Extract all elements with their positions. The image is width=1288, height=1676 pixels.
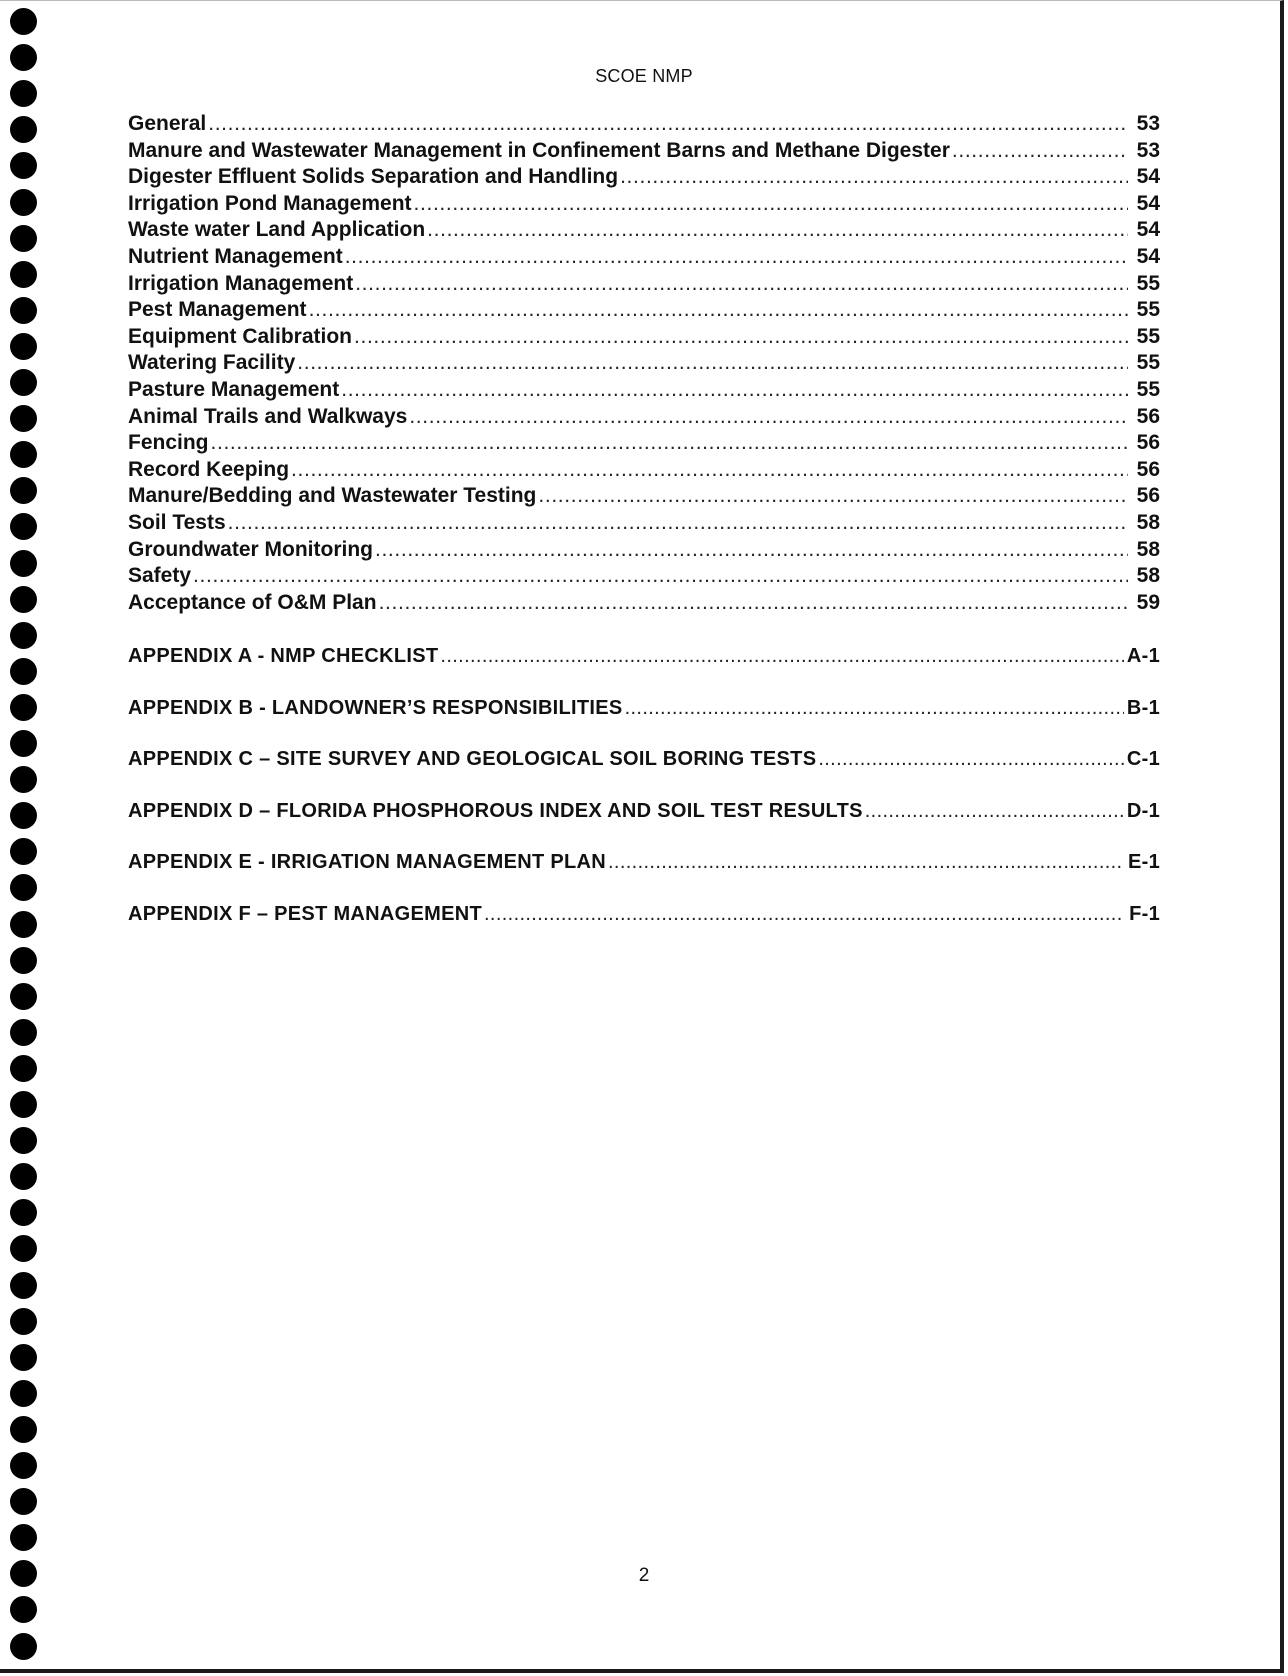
appendix-entry <box>128 645 1160 697</box>
binding-hole <box>10 1488 37 1515</box>
appendix-page: A-1 <box>1126 645 1160 667</box>
appendix-list <box>128 645 1160 955</box>
toc-leader <box>484 903 1124 926</box>
binding-hole <box>10 1199 37 1226</box>
binding-hole <box>10 152 37 179</box>
appendix-title: APPENDIX F – PEST MANAGEMENT <box>128 902 482 925</box>
toc-entry-page: 54 <box>1136 191 1160 215</box>
toc-leader <box>409 405 1128 429</box>
appendix-title: APPENDIX B - LANDOWNER’S RESPONSIBILITIES <box>128 696 623 719</box>
toc-entry-title: Waste water Land Application <box>128 218 426 242</box>
toc-entry-page: 56 <box>1136 404 1160 428</box>
toc-entry <box>128 378 1160 405</box>
toc-entry-title: Fencing <box>128 431 209 455</box>
toc-entry-title: Soil Tests <box>128 510 226 534</box>
toc-entry-page: 55 <box>1136 377 1160 401</box>
toc-leader <box>228 511 1128 535</box>
toc-entry-title: Pasture Management <box>128 377 340 401</box>
toc-leader <box>379 591 1128 615</box>
binding-hole <box>10 297 37 324</box>
appendix-page: B-1 <box>1126 696 1160 719</box>
toc-entry <box>128 298 1160 325</box>
binding-hole <box>10 947 37 974</box>
binding-hole <box>10 189 37 216</box>
toc-leader <box>345 245 1128 269</box>
toc-entry-page: 54 <box>1136 165 1160 189</box>
toc-entry <box>128 484 1160 511</box>
binding-hole <box>10 441 37 468</box>
binding-hole <box>10 1344 37 1371</box>
toc-entry <box>128 591 1160 618</box>
appendix-entry <box>128 851 1160 903</box>
binding-hole <box>10 766 37 793</box>
toc-entry-page: 58 <box>1136 564 1160 588</box>
binding-holes <box>10 8 40 1668</box>
toc-entry-title: Digester Effluent Solids Separation and Handling <box>128 165 619 189</box>
toc-entry-page: 53 <box>1136 138 1160 162</box>
toc-entry-title: Pest Management <box>128 298 307 322</box>
binding-hole <box>10 550 37 577</box>
appendix-entry <box>128 903 1160 955</box>
binding-hole <box>10 116 37 143</box>
toc-leader <box>427 218 1128 242</box>
binding-hole <box>10 622 37 649</box>
binding-hole <box>10 1235 37 1262</box>
binding-hole <box>10 694 37 721</box>
binding-hole <box>10 1416 37 1443</box>
toc-entry <box>128 458 1160 485</box>
toc-leader <box>620 165 1128 189</box>
toc-leader <box>865 800 1124 823</box>
toc-entry <box>128 405 1160 432</box>
toc-leader <box>297 351 1128 375</box>
toc-entry <box>128 218 1160 245</box>
binding-hole <box>10 1019 37 1046</box>
toc-entry <box>128 538 1160 565</box>
binding-hole <box>10 838 37 865</box>
toc-entry-page: 55 <box>1136 298 1160 322</box>
toc-entry <box>128 139 1160 166</box>
toc-entry <box>128 272 1160 299</box>
toc-entry-page: 56 <box>1136 457 1160 481</box>
binding-hole <box>10 1091 37 1118</box>
toc-entry-page: 56 <box>1136 484 1160 508</box>
toc-leader <box>608 851 1124 874</box>
toc-entry-page: 54 <box>1136 244 1160 268</box>
toc-entry-title: Nutrient Management <box>128 244 343 268</box>
toc-entry <box>128 325 1160 352</box>
toc-entry-title: Safety <box>128 564 192 588</box>
binding-hole <box>10 1633 37 1660</box>
binding-hole <box>10 586 37 613</box>
toc-entry <box>128 511 1160 538</box>
appendix-title: APPENDIX C – SITE SURVEY AND GEOLOGICAL SOIL BORING TESTS <box>128 748 817 771</box>
toc-leader <box>625 697 1124 720</box>
toc-leader <box>538 484 1128 508</box>
toc-entry <box>128 245 1160 272</box>
toc-entry <box>128 564 1160 591</box>
toc-entry-page: 55 <box>1136 351 1160 375</box>
appendix-page: E-1 <box>1127 851 1160 874</box>
binding-hole <box>10 1163 37 1190</box>
toc-leader <box>193 564 1128 588</box>
binding-hole <box>10 333 37 360</box>
binding-hole <box>10 369 37 396</box>
toc-leader <box>354 325 1128 349</box>
binding-hole <box>10 730 37 757</box>
binding-hole <box>10 1055 37 1082</box>
binding-hole <box>10 1272 37 1299</box>
toc-entry <box>128 351 1160 378</box>
document-header: SCOE NMP <box>595 66 693 86</box>
binding-hole <box>10 1308 37 1335</box>
page-number: 2 <box>638 1565 650 1586</box>
binding-hole <box>10 911 37 938</box>
toc-leader <box>355 272 1128 296</box>
toc-entry-title: Acceptance of O&M Plan <box>128 590 377 614</box>
toc-entry-page: 58 <box>1136 537 1160 561</box>
toc-leader <box>208 112 1128 136</box>
binding-hole <box>10 477 37 504</box>
appendix-entry <box>128 748 1160 800</box>
toc-entry-page: 55 <box>1136 271 1160 295</box>
table-of-contents <box>128 112 1160 617</box>
toc-entry-title: Groundwater Monitoring <box>128 537 373 561</box>
appendix-entry <box>128 697 1160 749</box>
toc-entry-title: Record Keeping <box>128 457 290 481</box>
appendix-title: APPENDIX A - NMP CHECKLIST <box>128 645 439 667</box>
toc-entry-page: 55 <box>1136 324 1160 348</box>
toc-entry <box>128 431 1160 458</box>
toc-entry-page: 58 <box>1136 510 1160 534</box>
toc-leader <box>440 645 1124 668</box>
appendix-page: D-1 <box>1126 799 1160 822</box>
toc-entry-page: 59 <box>1136 590 1160 614</box>
binding-hole <box>10 983 37 1010</box>
toc-entry-page: 53 <box>1136 112 1160 135</box>
appendix-page: F-1 <box>1129 902 1160 925</box>
toc-entry-title: Animal Trails and Walkways <box>128 404 408 428</box>
binding-hole <box>10 8 37 35</box>
toc-entry <box>128 165 1160 192</box>
toc-leader <box>414 192 1128 216</box>
toc-entry-title: Manure and Wastewater Management in Confinement Barns and Methane Digester <box>128 138 950 162</box>
toc-leader <box>309 298 1128 322</box>
toc-leader <box>375 538 1128 562</box>
toc-entry-title: Irrigation Pond Management <box>128 191 412 215</box>
binding-hole <box>10 874 37 901</box>
binding-hole <box>10 261 37 288</box>
binding-hole <box>10 1596 37 1623</box>
binding-hole <box>10 1380 37 1407</box>
binding-hole <box>10 405 37 432</box>
toc-entry-page: 56 <box>1136 431 1160 455</box>
binding-hole <box>10 1524 37 1551</box>
toc-leader <box>211 431 1128 455</box>
binding-hole <box>10 1452 37 1479</box>
binding-hole <box>10 658 37 685</box>
toc-entry <box>128 112 1160 139</box>
toc-entry-title: Manure/Bedding and Wastewater Testing <box>128 484 537 508</box>
toc-entry-title: Watering Facility <box>128 351 296 375</box>
appendix-entry <box>128 800 1160 852</box>
toc-entry-title: General <box>128 112 207 135</box>
toc-entry-title: Irrigation Management <box>128 271 354 295</box>
toc-entry <box>128 192 1160 219</box>
appendix-title: APPENDIX D – FLORIDA PHOSPHOROUS INDEX AND SOIL TEST RESULTS <box>128 799 863 822</box>
toc-leader <box>818 748 1124 771</box>
appendix-page: C-1 <box>1126 748 1160 771</box>
toc-leader <box>952 139 1128 163</box>
binding-hole <box>10 513 37 540</box>
binding-hole <box>10 225 37 252</box>
toc-entry-page: 54 <box>1136 218 1160 242</box>
appendix-title: APPENDIX E - IRRIGATION MANAGEMENT PLAN <box>128 851 607 874</box>
binding-hole <box>10 1127 37 1154</box>
binding-hole <box>10 802 37 829</box>
toc-leader <box>291 458 1128 482</box>
toc-leader <box>341 378 1128 402</box>
toc-entry-title: Equipment Calibration <box>128 324 353 348</box>
